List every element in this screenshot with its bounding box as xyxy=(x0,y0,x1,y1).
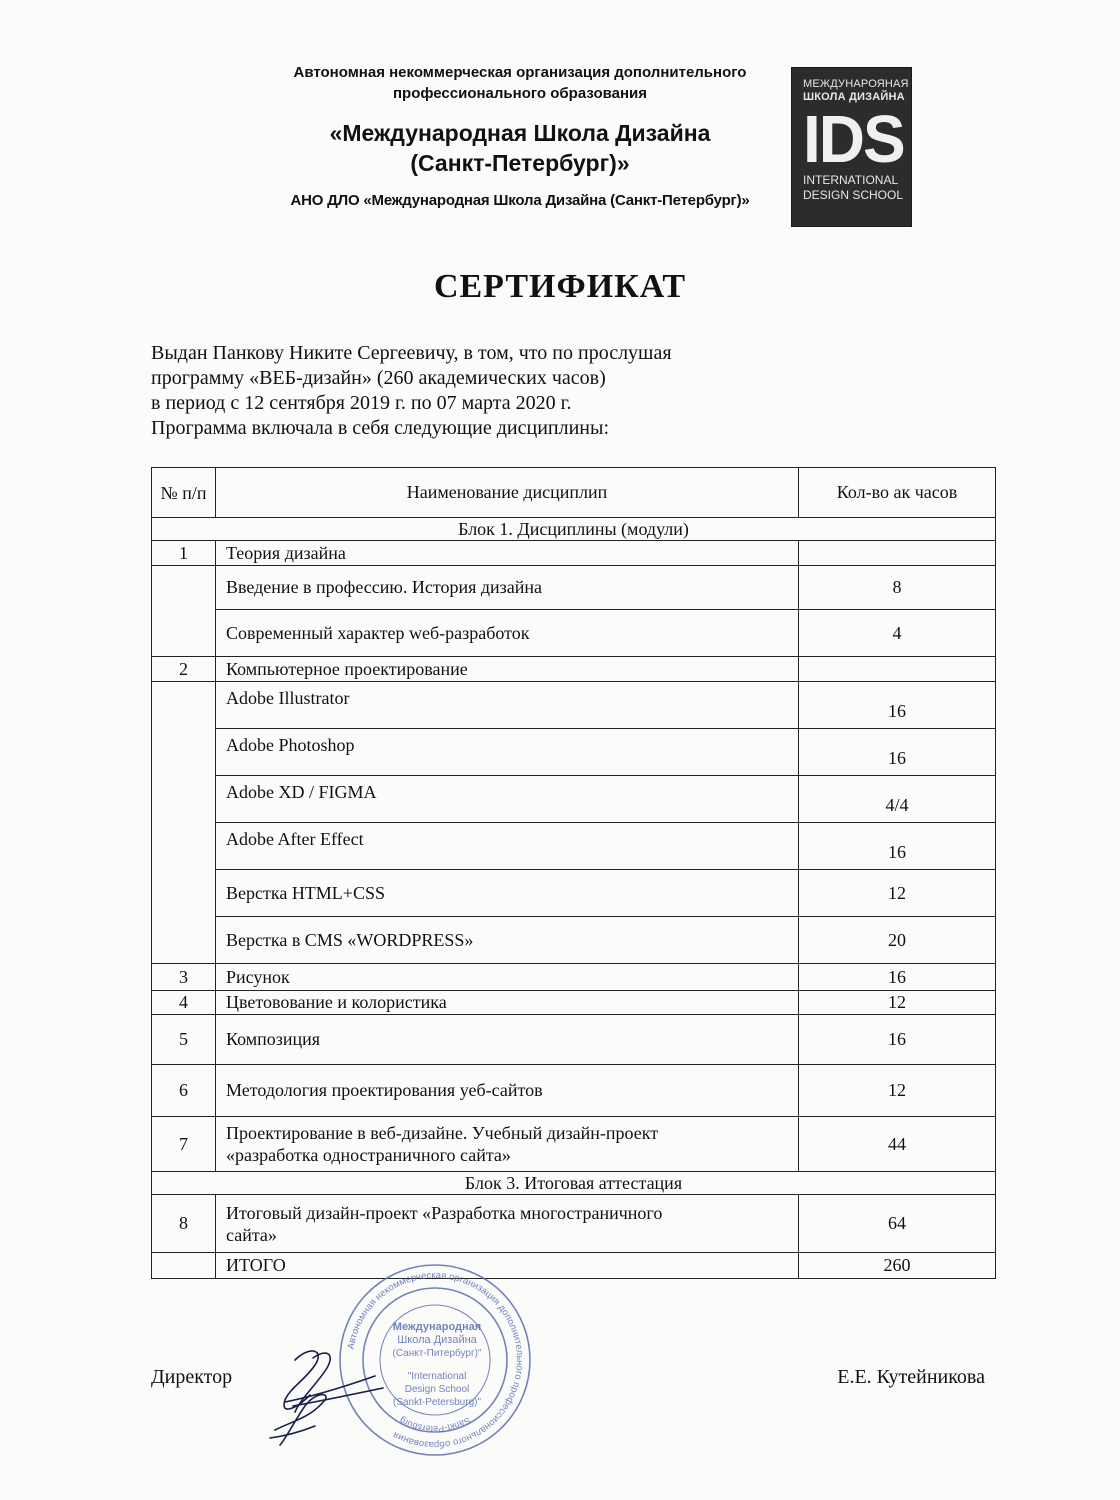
table-row xyxy=(152,657,996,682)
signatory-role: Директор xyxy=(151,1366,233,1388)
row-number xyxy=(152,566,216,657)
table-row xyxy=(152,823,996,870)
row-discipline: Рисунок xyxy=(216,964,799,991)
row-discipline: Проектирование в веб-дизайне. Учебный дизайн-проект «разработка одностраничного сайта» xyxy=(216,1117,799,1172)
row-discipline: Верстка в CMS «WORDPRESS» xyxy=(216,917,799,964)
row-hours: 8 xyxy=(799,566,996,610)
table-row xyxy=(152,541,996,566)
stamp-text: (Sankt-Petersburg)" xyxy=(392,1397,482,1408)
row-number: 7 xyxy=(152,1117,216,1172)
row-number: 2 xyxy=(152,657,216,682)
table-row xyxy=(152,1195,996,1253)
certificate-intro: Выдан Панкову Никите Сергеевичу, в том, что по прослушая программу «ВЕБ-дизайн» (260 академических часов) в период с 12 сентября 2019 г. по 07 марта 2020 г. Программа включала в себя следующие дисциплины: xyxy=(151,342,672,439)
row-number: 3 xyxy=(152,964,216,991)
table-row xyxy=(152,917,996,964)
stamp-text: "International xyxy=(407,1371,467,1382)
row-number xyxy=(152,1253,216,1279)
row-hours xyxy=(799,657,996,682)
table-row xyxy=(152,729,996,776)
row-hours: 44 xyxy=(799,1117,996,1172)
director-signature xyxy=(255,1340,405,1450)
row-discipline: Введение в профессию. История дизайна xyxy=(216,566,799,610)
block-1-title: Блок 1. Дисциплины (модули) xyxy=(152,518,996,541)
table-row xyxy=(152,776,996,823)
row-hours: 16 xyxy=(799,964,996,991)
block-3-title: Блок 3. Итоговая аттестация xyxy=(152,1172,996,1195)
table-row xyxy=(152,964,996,991)
row-discipline: Компьютерное проектирование xyxy=(216,657,799,682)
disciplines-table xyxy=(151,467,996,1279)
header-hours: Кол-во ак часов xyxy=(799,468,996,518)
row-discipline: Методология проектирования уеб-сайтов xyxy=(216,1065,799,1117)
header-number: № п/п xyxy=(152,468,216,518)
table-row xyxy=(152,1117,996,1172)
total-label: ИТОГО xyxy=(216,1253,799,1279)
row-hours xyxy=(799,541,996,566)
stamp-text: Design School xyxy=(404,1384,470,1395)
row-hours: 64 xyxy=(799,1195,996,1253)
stamp-text: (Санкт-Питербург)" xyxy=(392,1348,482,1359)
row-discipline: Композиция xyxy=(216,1015,799,1065)
row-discipline: Современный характер wеб-разработок xyxy=(216,610,799,657)
row-discipline: Теория дизайна xyxy=(216,541,799,566)
certificate-title: СЕРТИФИКАТ xyxy=(433,268,687,305)
row-hours: 4 xyxy=(799,610,996,657)
signatory-name: Е.Е. Кутейникова xyxy=(837,1366,985,1388)
row-hours: 16 xyxy=(799,823,996,870)
row-discipline: Верстка HTML+CSS xyxy=(216,870,799,917)
table-row xyxy=(152,1065,996,1117)
table-row xyxy=(152,566,996,610)
certificate-header xyxy=(250,62,790,209)
row-hours: 16 xyxy=(799,1015,996,1065)
row-discipline: Итоговый дизайн-проект «Разработка многостраничного сайта» xyxy=(216,1195,799,1253)
row-number: 4 xyxy=(152,991,216,1015)
stamp-ring-text: Автономная некоммерческая организация дополнительного профессионального образования xyxy=(345,1269,526,1451)
school-short-name: АНО ДЛО «Международная Школа Дизайна (Санкт-Петербург)» xyxy=(290,192,750,209)
table-row xyxy=(152,682,996,729)
row-number: 5 xyxy=(152,1015,216,1065)
row-number xyxy=(152,682,216,964)
table-row xyxy=(152,991,996,1015)
row-hours: 12 xyxy=(799,991,996,1015)
row-discipline: Adobe Illustrator xyxy=(216,682,799,729)
row-hours: 16 xyxy=(799,729,996,776)
table-header-row xyxy=(152,468,996,518)
stamp-text: Международная xyxy=(392,1321,482,1333)
row-discipline: Adobe After Effect xyxy=(216,823,799,870)
row-hours: 12 xyxy=(799,1065,996,1117)
org-type: Автономная некоммерческая организация дополнительного профессионального образования xyxy=(293,64,747,102)
row-number: 8 xyxy=(152,1195,216,1253)
table-row xyxy=(152,1015,996,1065)
row-discipline: Adobe Photoshop xyxy=(216,729,799,776)
row-number: 1 xyxy=(152,541,216,566)
total-hours: 260 xyxy=(799,1253,996,1279)
stamp-text: Школа Дизайна xyxy=(397,1334,477,1346)
ids-logo: МЕЖДУНАРОЯНАЯ ШКОЛА ДИЗАЙНА IDS INTERNATIONAL DESIGN SCHOOL xyxy=(791,67,912,227)
row-hours: 4/4 xyxy=(799,776,996,823)
school-name: «Международная Школа Дизайна (Санкт-Петербург)» xyxy=(329,120,711,176)
stamp-bottom-text: Sankt-Petersburg xyxy=(397,1415,473,1435)
row-hours: 16 xyxy=(799,682,996,729)
row-hours: 12 xyxy=(799,870,996,917)
header-discipline: Наименование дисциплип xyxy=(216,468,799,518)
row-hours: 20 xyxy=(799,917,996,964)
block-row xyxy=(152,518,996,541)
table-row xyxy=(152,610,996,657)
table-row xyxy=(152,870,996,917)
row-discipline: Цветовование и колористика xyxy=(216,991,799,1015)
block-row xyxy=(152,1172,996,1195)
total-row xyxy=(152,1253,996,1279)
row-discipline: Adobe XD / FIGMA xyxy=(216,776,799,823)
row-number: 6 xyxy=(152,1065,216,1117)
